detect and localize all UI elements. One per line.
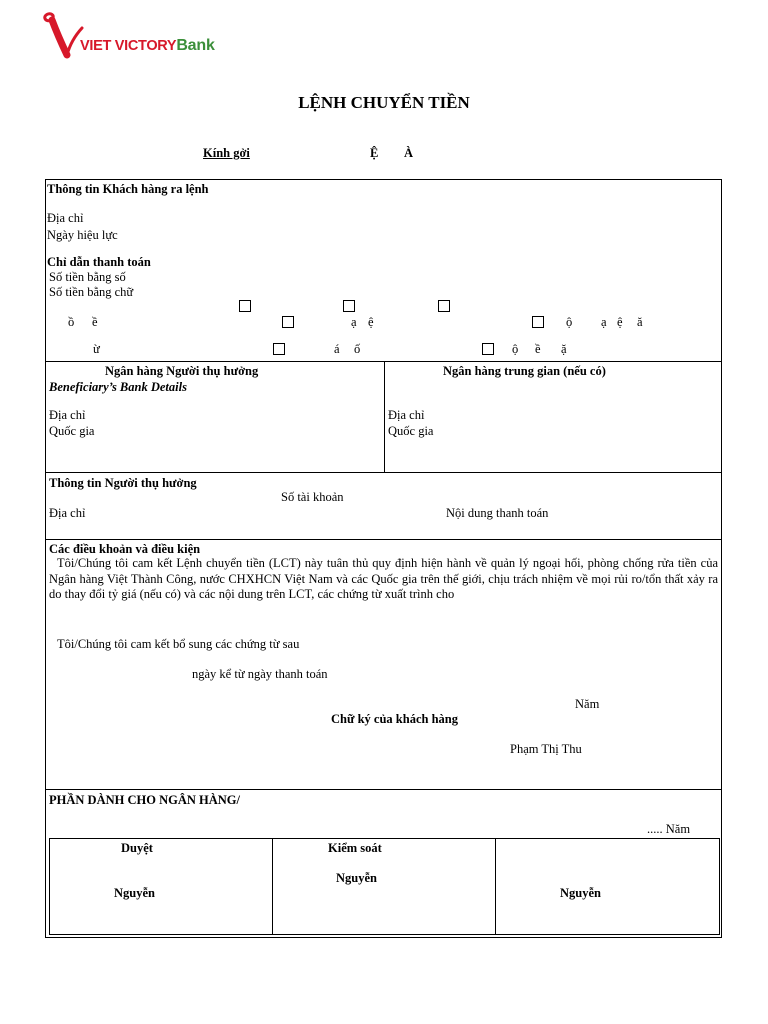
- intermediary-bank-country-label: Quốc gia: [388, 424, 434, 438]
- amount-words-label: Số tiền bằng chữ: [49, 285, 134, 299]
- text-fragment: ộ: [566, 315, 573, 329]
- option-checkbox: [438, 300, 450, 312]
- option-checkbox: [532, 316, 544, 328]
- logo-text-red: VIET VICTORY: [80, 38, 177, 54]
- approval-signer: Nguyễn: [114, 886, 155, 900]
- option-checkbox: [282, 316, 294, 328]
- addressee-fragment: Ệ: [370, 146, 379, 160]
- orderer-heading: Thông tin Khách hàng ra lệnh: [47, 182, 209, 196]
- amount-figures-label: Số tiền bằng số: [49, 270, 126, 284]
- third-column-signer: Nguyễn: [560, 886, 601, 900]
- control-signer: Nguyễn: [336, 871, 377, 885]
- terms-heading: Các điều khoản và điều kiện: [49, 542, 201, 556]
- text-fragment: ệ: [617, 315, 623, 329]
- text-fragment: ố: [354, 342, 361, 356]
- logo-swoosh-left: [52, 20, 67, 55]
- table-column-divider: [272, 838, 273, 935]
- beneficiary-bank-country-label: Quốc gia: [49, 424, 95, 438]
- text-fragment: ă: [637, 315, 643, 329]
- bank-section-divider: [384, 361, 385, 472]
- intermediary-bank-address-label: Địa chỉ: [388, 408, 425, 422]
- beneficiary-address-label: Địa chỉ: [49, 506, 86, 520]
- customer-signer-name: Phạm Thị Thu: [510, 742, 582, 756]
- addressee-fragment: À: [404, 146, 414, 160]
- section-divider: [45, 472, 722, 473]
- effective-date-label: Ngày hiệu lực: [47, 228, 118, 242]
- text-fragment: ạ: [351, 315, 357, 329]
- bank-use-date-label: ..... Năm: [647, 822, 691, 836]
- bank-logo-mark: [0, 0, 100, 70]
- section-divider: [45, 539, 722, 540]
- orderer-address-label: Địa chỉ: [47, 211, 84, 225]
- option-checkbox: [343, 300, 355, 312]
- text-fragment: ề: [92, 315, 98, 329]
- beneficiary-heading: Thông tin Người thụ hưởng: [49, 476, 197, 490]
- intermediary-bank-heading: Ngân hàng trung gian (nếu có): [443, 364, 606, 378]
- approval-column-label: Duyệt: [121, 841, 153, 855]
- payment-instructions-heading: Chỉ dẫn thanh toán: [47, 255, 151, 269]
- account-number-label: Số tài khoản: [281, 490, 344, 504]
- year-label: Năm: [575, 697, 600, 711]
- option-checkbox: [239, 300, 251, 312]
- beneficiary-bank-heading: Ngân hàng Người thụ hưởng: [105, 364, 259, 378]
- logo-curl: [45, 14, 53, 21]
- document-title: LỆNH CHUYỂN TIỀN: [298, 93, 470, 112]
- option-checkbox: [482, 343, 494, 355]
- text-fragment: á: [334, 342, 340, 356]
- payment-details-label: Nội dung thanh toán: [446, 506, 549, 520]
- beneficiary-bank-address-label: Địa chỉ: [49, 408, 86, 422]
- text-fragment: ừ: [93, 342, 100, 356]
- logo-text-green: Bank: [176, 37, 215, 54]
- terms-paragraph-line: Tôi/Chúng tôi cam kết Lệnh chuyển tiền (LCT) này tuân thủ quy định hiện hành về quản lý ngoại hối, phòng chống rửa tiền của: [57, 556, 718, 570]
- table-column-divider: [495, 838, 496, 935]
- bank-logo-text: [80, 37, 215, 55]
- text-fragment: ồ: [68, 315, 75, 329]
- section-divider: [45, 789, 722, 790]
- text-fragment: ặ: [561, 342, 567, 356]
- days-note: ngày kể từ ngày thanh toán: [192, 667, 328, 681]
- text-fragment: ệ: [368, 315, 374, 329]
- commitment-text: Tôi/Chúng tôi cam kết bổ sung các chứng từ sau: [57, 637, 300, 651]
- text-fragment: ộ: [512, 342, 519, 356]
- beneficiary-bank-subheading: Beneficiary’s Bank Details: [49, 380, 187, 394]
- addressee-label: Kính gởi: [203, 146, 250, 160]
- terms-paragraph-line: do thay đổi tỷ giá (nếu có) và các nội dung trên LCT, các chứng từ xuất trình cho: [49, 587, 455, 601]
- text-fragment: ề: [535, 342, 541, 356]
- text-fragment: ạ: [601, 315, 607, 329]
- option-checkbox: [273, 343, 285, 355]
- terms-paragraph-line: Ngân hàng Việt Thành Công, nước CHXHCN Việt Nam và các Quốc gia trên thế giới, chịu trách nhiệm về mọi rủi ro/tổn thất xảy ra: [49, 572, 718, 586]
- customer-signature-label: Chữ ký của khách hàng: [331, 712, 458, 726]
- control-column-label: Kiểm soát: [328, 841, 382, 855]
- bank-use-heading: PHẦN DÀNH CHO NGÂN HÀNG/: [49, 793, 240, 807]
